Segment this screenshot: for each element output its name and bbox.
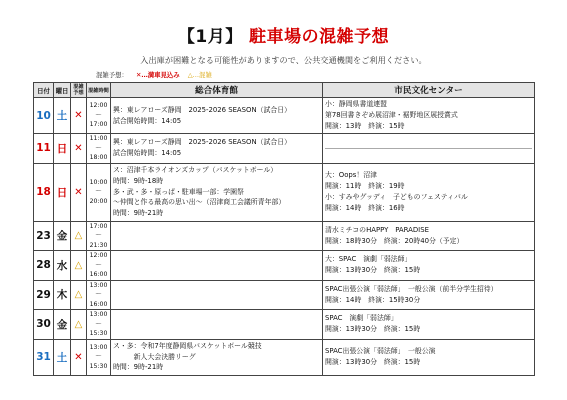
row-time [87,163,111,221]
row-time [87,98,111,134]
row-time [87,339,111,375]
time-dash: ～ [95,188,102,196]
row-pred: △ [71,280,87,310]
row-date: 23 [34,221,54,251]
row-date: 28 [34,251,54,281]
row-date: 18 [34,163,54,221]
table-row [34,163,535,221]
event-line: 開演：11時 終演：19時 [325,182,405,191]
row-date: 30 [34,310,54,340]
time-start: 12:00 [89,252,108,259]
page-title [0,22,567,47]
time-dash: ～ [95,111,102,119]
time-dash: ～ [95,144,102,152]
row-dow: 木 [54,280,71,310]
event-line: 開演：14時 終演：16時 [325,203,405,212]
gym-cell [111,134,323,164]
row-dow: 日 [54,163,71,221]
time-dash: ～ [95,291,102,298]
time-start: 13:00 [89,311,108,318]
time-start: 17:00 [89,222,108,230]
event-line: 開演：13時30分 終演：15時 [325,325,421,334]
event-line: 時間：9時-21時 [113,363,164,372]
time-dash: ～ [95,232,102,239]
row-dow: 金 [54,221,71,251]
row-pred: △ [71,221,87,251]
row-pred: △ [71,251,87,281]
gym-cell [111,310,323,340]
time-end: 16:00 [89,271,108,278]
header-dow: 曜日 [54,83,71,98]
time-end: 20:00 [89,197,108,205]
event-line: ～仲間と作る最高の思い出～（沼津商工会議所青年部） [113,198,286,207]
table-row [34,221,535,251]
event-line: 開演：18時30分 終演：20時40分（予定） [325,236,464,245]
table-row [34,339,535,375]
row-time [87,280,111,310]
row-date: 11 [34,134,54,164]
event-line: 試合開始時間：14:05 [113,116,182,125]
event-line: 第78回書きぞめ展沼津・裾野地区展授賞式 [325,111,458,120]
time-end: 15:30 [89,330,108,337]
event-line: ス・多：令和7年度静岡県バスケットボール競技 [113,341,262,350]
time-start: 12:00 [89,102,108,110]
event-line: 興：東レアローズ静岡 2025-2026 SEASON（試合日） [113,105,292,114]
row-dow: 水 [54,251,71,281]
gym-cell [111,98,323,134]
event-line: SPAC 演劇「弱法師」 [325,314,398,323]
row-date: 31 [34,339,54,375]
title-month: 【1月】 [177,27,243,47]
row-date: 10 [34,98,54,134]
table-row [34,134,535,164]
time-end: 15:30 [89,362,108,370]
legend [96,70,212,79]
event-line: SPAC出張公演「弱法師」 一般公演（前半分学生招待） [325,284,498,293]
event-line: 大：SPAC 演劇「弱法師」 [325,255,412,264]
event-line: 清水ミチコのHAPPY PARADISE [325,225,429,234]
header-time: 混雑時間 [87,83,111,98]
gym-cell [111,339,323,375]
row-date: 29 [34,280,54,310]
event-line: 開演：13時30分 終演：15時 [325,266,421,275]
event-line: 開演：14時 終演：15時30分 [325,295,421,304]
event-line: 開演：13時30分 終演：15時 [325,358,421,366]
time-dash: ～ [95,353,102,361]
time-start: 10:00 [89,178,108,186]
event-line [325,139,532,148]
gym-cell [111,251,323,281]
gym-cell [111,280,323,310]
center-cell [323,339,535,375]
event-line: SPAC出張公演「弱法師」 一般公演 [325,347,436,356]
time-end: 18:00 [89,154,108,161]
legend-busy: △…混雑 [187,71,212,79]
header-gym: 総合体育館 [111,83,323,98]
time-start: 13:00 [89,281,108,289]
time-start: 13:00 [89,343,108,351]
title-main: 駐車場の混雑予想 [249,27,390,47]
center-cell [323,221,535,251]
header-center: 市民文化センター [323,83,535,98]
time-end: 16:00 [89,300,108,308]
header-date: 日付 [34,83,54,98]
event-line: 多・武・多・原っぱ・駐車場一部：学園祭 [113,187,244,196]
row-pred: ✕ [71,98,87,134]
table-header [34,83,535,98]
table-row [34,280,535,310]
legend-label: 混雑予想： [96,71,128,79]
gym-cell [111,221,323,251]
row-dow: 金 [54,310,71,340]
event-line: 新人大会決勝リーグ [113,352,196,361]
row-time [87,221,111,251]
event-line: 時間：9時-21時 [113,209,164,218]
event-line: 大：Oops！沼津 [325,171,378,180]
table-row [34,310,535,340]
center-cell [323,98,535,134]
row-dow: 日 [54,134,71,164]
event-line: 興：東レアローズ静岡 2025-2026 SEASON（試合日） [113,138,292,147]
row-time [87,134,111,164]
event-line: 小：すみやグッディ 子どものフェスティバル [325,193,468,201]
row-time [87,310,111,340]
table-row [34,251,535,281]
row-pred: △ [71,310,87,340]
center-cell [323,310,535,340]
time-end: 17:00 [89,121,108,129]
event-line: 開演：13時 終演：15時 [325,121,405,130]
row-dow: 土 [54,98,71,134]
legend-full: ✕…満車見込み [136,71,180,79]
center-cell [323,251,535,281]
event-line [325,148,532,158]
time-end: 21:30 [89,241,108,249]
event-line: 試合開始時間：14:05 [113,149,182,158]
header-pred: 混雑予想 [71,83,87,98]
gym-cell [111,163,323,221]
time-dash: ～ [95,320,102,328]
parking-table [33,82,535,376]
row-pred: ✕ [71,163,87,221]
center-cell [323,134,535,164]
table-row [34,98,535,134]
row-pred: ✕ [71,339,87,375]
center-cell [323,280,535,310]
row-time [87,251,111,281]
row-dow: 土 [54,339,71,375]
row-pred: ✕ [71,134,87,164]
time-start: 11:00 [89,135,108,142]
event-line: ス：沼津千本ライオンズカップ（バスケットボール） [113,166,278,174]
event-line: 小：静岡県書道連盟 [325,100,388,109]
event-line: 時間：9時-18時 [113,176,164,185]
time-dash: ～ [95,261,102,269]
notice-text: 入出庫が困難となる可能性がありますので、公共交通機関をご利用ください。 [140,55,427,65]
center-cell [323,163,535,221]
